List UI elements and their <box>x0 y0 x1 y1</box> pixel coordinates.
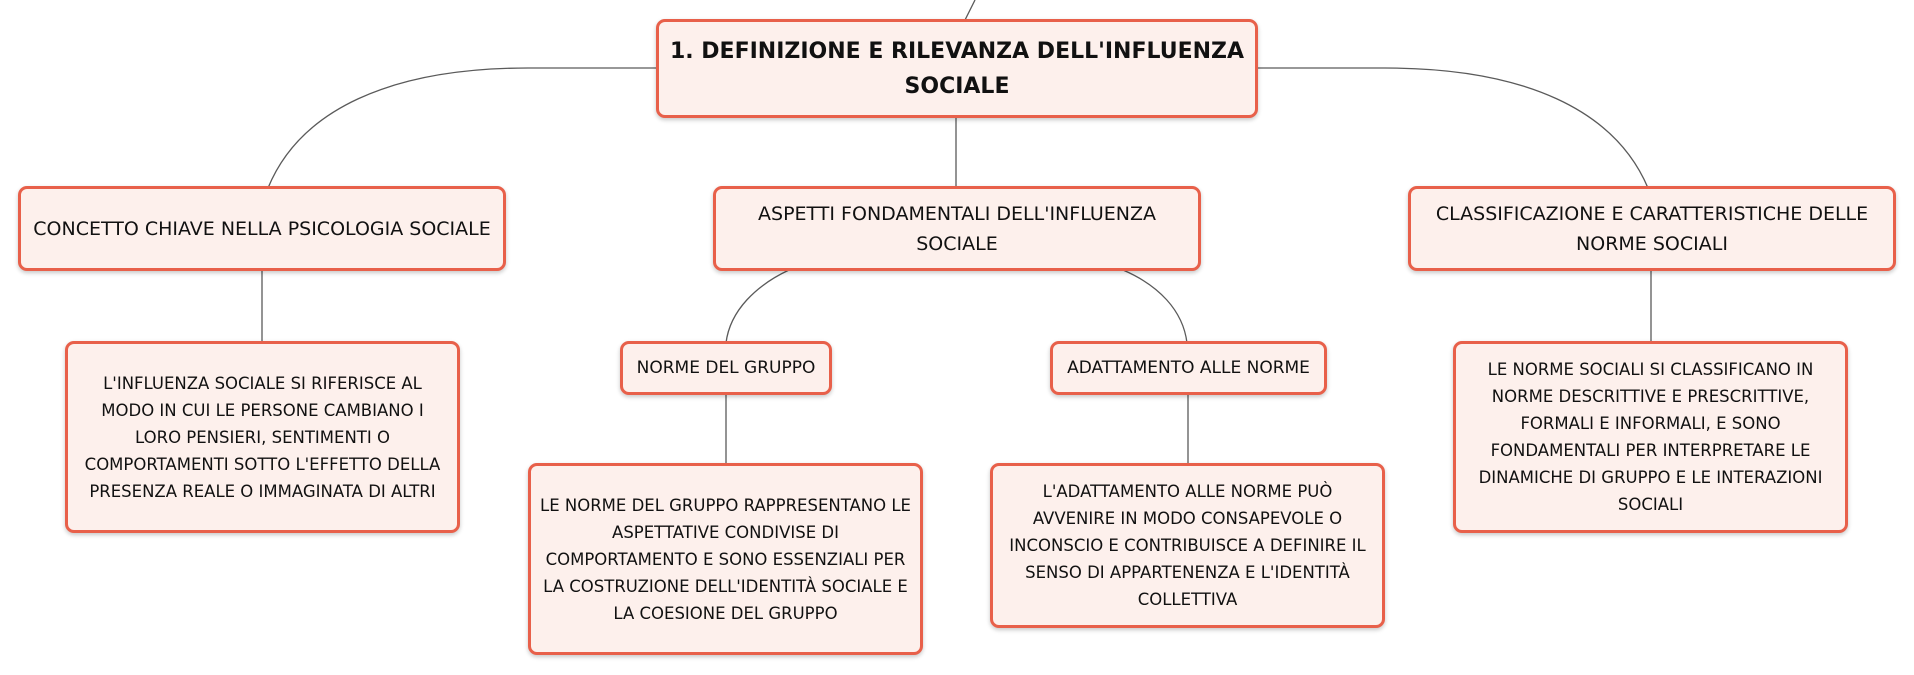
connector-aspects-to-adaptation <box>1123 270 1187 343</box>
aspects-node[interactable] <box>713 186 1201 271</box>
connector-root-to-concept <box>268 68 656 188</box>
group-norms-detail-node[interactable] <box>528 463 923 655</box>
connector-aspects-to-group-norms <box>726 270 789 343</box>
adaptation-node[interactable] <box>1050 341 1327 395</box>
group-norms-node-label: NORME DEL GRUPPO <box>636 358 816 378</box>
group-norms-detail-text: LE NORME DEL GRUPPO RAPPRESENTANO LE ASPETTATIVE CONDIVISE DI COMPORTAMENTO E SONO ESSENZIALI PER LA COSTRUZIONE DELL'IDENTITÀ SOCIALE E LA COESIONE DEL GRUPPO <box>540 495 911 623</box>
concept-detail-text: L'INFLUENZA SOCIALE SI RIFERISCE AL MODO IN CUI LE PERSONE CAMBIANO I LORO PENSIERI, SENTIMENTI O COMPORTAMENTI SOTTO L'EFFETTO DELLA PRESENZA REALE O IMMAGINATA DI ALTRI <box>84 373 441 501</box>
adaptation-detail-text: L'ADATTAMENTO ALLE NORME PUÒ AVVENIRE IN MODO CONSAPEVOLE O INCONSCIO E CONTRIBUISCE A DEFINIRE IL SENSO DI APPARTENENZA E L'IDENTITÀ COLLETTIVA <box>1009 482 1366 609</box>
group-norms-node[interactable] <box>620 341 832 395</box>
connector-root-to-classification <box>1257 68 1648 188</box>
concept-detail-node[interactable] <box>65 341 460 533</box>
root-node[interactable] <box>656 19 1258 118</box>
classification-detail-text: LE NORME SOCIALI SI CLASSIFICANO IN NORME DESCRITTIVE E PRESCRITTIVE, FORMALI E INFORMALI, E SONO FONDAMENTALI PER INTERPRETARE LE DINAMICHE DI GRUPPO E LE INTERAZIONI SOCIALI <box>1478 360 1823 514</box>
adaptation-node-label: ADATTAMENTO ALLE NORME <box>1067 358 1310 378</box>
concept-node-label: CONCETTO CHIAVE NELLA PSICOLOGIA SOCIALE <box>33 217 491 240</box>
concept-node[interactable] <box>18 186 506 271</box>
connector-to-parent-offscreen <box>965 0 975 20</box>
classification-node[interactable] <box>1408 186 1896 271</box>
adaptation-detail-node[interactable] <box>990 463 1385 628</box>
root-node-label: 1. DEFINIZIONE E RILEVANZA DELL'INFLUENZA SOCIALE <box>669 38 1245 99</box>
classification-node-label: CLASSIFICAZIONE E CARATTERISTICHE DELLE NORME SOCIALI <box>1435 202 1869 255</box>
aspects-node-label: ASPETTI FONDAMENTALI DELL'INFLUENZA SOCIALE <box>758 202 1156 255</box>
classification-detail-node[interactable] <box>1453 341 1848 533</box>
